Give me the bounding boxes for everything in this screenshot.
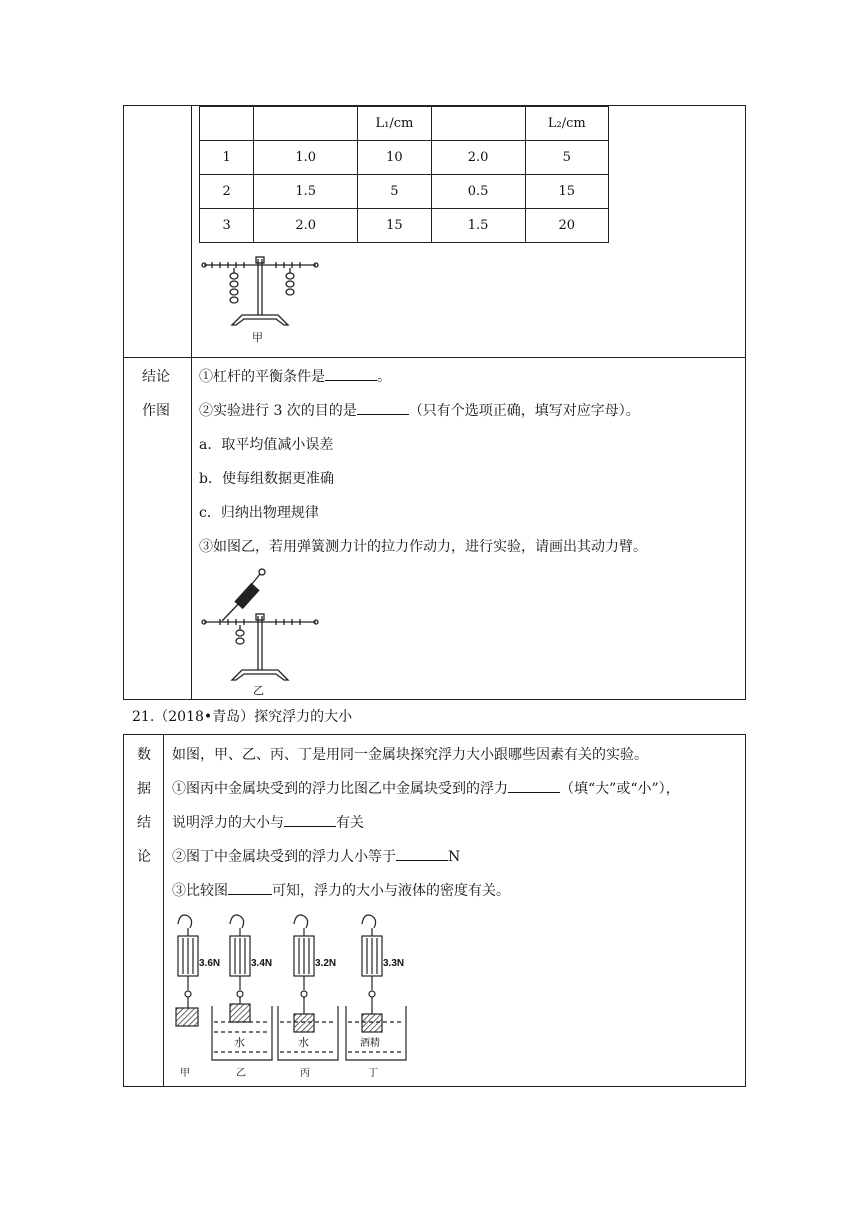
table-row <box>200 175 609 209</box>
reading-2: 3.4N <box>251 958 273 969</box>
conclusion-q1: ①杠杆的平衡条件是 。 <box>199 366 391 386</box>
answer-blank[interactable] <box>508 778 560 793</box>
table-cell: 15 <box>358 209 432 243</box>
side-label-1: 数 <box>137 747 151 763</box>
p21-q2: ②图丁中金属块受到的浮力人小等于 N <box>172 846 460 866</box>
answer-blank[interactable] <box>284 812 336 827</box>
figure-jia-caption: 甲 <box>252 331 263 344</box>
buoyancy-figure <box>168 910 418 1080</box>
problem-21-title: 21.（2018•青岛）探究浮力的大小 <box>132 709 353 725</box>
liquid-label-bing: 水 <box>298 1036 309 1049</box>
option-b: b．使每组数据更准确 <box>199 471 334 487</box>
answer-blank[interactable] <box>228 880 272 895</box>
table-cell: 1.5 <box>254 175 358 209</box>
table-cell: 2.0 <box>254 209 358 243</box>
conclusion-q3: ③如图乙，若用弹簧测力计的拉力作动力，进行实验，请画出其动力臂。 <box>199 539 647 555</box>
table-row <box>200 141 609 175</box>
header-cell <box>254 107 358 141</box>
header-cell: L₂/cm <box>525 107 608 141</box>
conclusion-label-1: 结论 <box>142 369 170 385</box>
figure-label-yi: 乙 <box>236 1068 246 1079</box>
table-cell: 2 <box>200 175 254 209</box>
table-cell: 3 <box>200 209 254 243</box>
lever-figure-yi <box>200 566 325 686</box>
frame-divider <box>191 105 192 700</box>
conclusion-label-2: 作图 <box>142 403 170 419</box>
table-cell: 0.5 <box>431 175 525 209</box>
figure-label-bing: 丙 <box>300 1068 310 1079</box>
table-cell: 20 <box>525 209 608 243</box>
lever-data-table <box>199 106 609 243</box>
option-a: a．取平均值减小误差 <box>199 437 334 453</box>
side-label-2: 据 <box>137 781 151 797</box>
table-row <box>200 209 609 243</box>
p21-q3: ③比较图 可知，浮力的大小与液体的密度有关。 <box>172 880 510 900</box>
conclusion-q2: ②实验进行 3 次的目的是 （只有个选项正确，填写对应字母）。 <box>199 400 640 420</box>
table-cell: 5 <box>525 141 608 175</box>
answer-blank[interactable] <box>357 400 409 415</box>
frame-row-divider <box>123 357 746 358</box>
liquid-label-ding: 酒精 <box>360 1038 380 1049</box>
liquid-label-yi: 水 <box>234 1036 245 1049</box>
option-c: c．归纳出物理规律 <box>199 505 319 521</box>
table-cell: 1.0 <box>254 141 358 175</box>
answer-blank[interactable] <box>325 366 377 381</box>
table-header-row <box>200 107 609 141</box>
p21-q1b: 说明浮力的大小与 有关 <box>172 812 364 832</box>
reading-4: 3.3N <box>383 958 405 969</box>
header-cell <box>431 107 525 141</box>
side-label-4: 论 <box>137 849 151 865</box>
frame-divider <box>163 734 164 1087</box>
reading-1: 3.6N <box>199 958 221 969</box>
header-cell <box>200 107 254 141</box>
table-cell: 5 <box>358 175 432 209</box>
table-cell: 15 <box>525 175 608 209</box>
p21-q1: ①图丙中金属块受到的浮力比图乙中金属块受到的浮力 （填“大”或“小”）， <box>172 778 680 798</box>
reading-3: 3.2N <box>315 958 337 969</box>
table-cell: 2.0 <box>431 141 525 175</box>
figure-yi-caption: 乙 <box>253 684 264 697</box>
p21-intro: 如图，甲、乙、丙、丁是用同一金属块探究浮力大小跟哪些因素有关的实验。 <box>172 747 648 763</box>
side-label-3: 结 <box>137 815 151 831</box>
table-cell: 10 <box>358 141 432 175</box>
table-cell: 1.5 <box>431 209 525 243</box>
answer-blank[interactable] <box>396 846 448 861</box>
figure-label-ding: 丁 <box>368 1068 378 1079</box>
table-cell: 1 <box>200 141 254 175</box>
header-cell: L₁/cm <box>358 107 432 141</box>
figure-label-jia: 甲 <box>180 1068 190 1079</box>
